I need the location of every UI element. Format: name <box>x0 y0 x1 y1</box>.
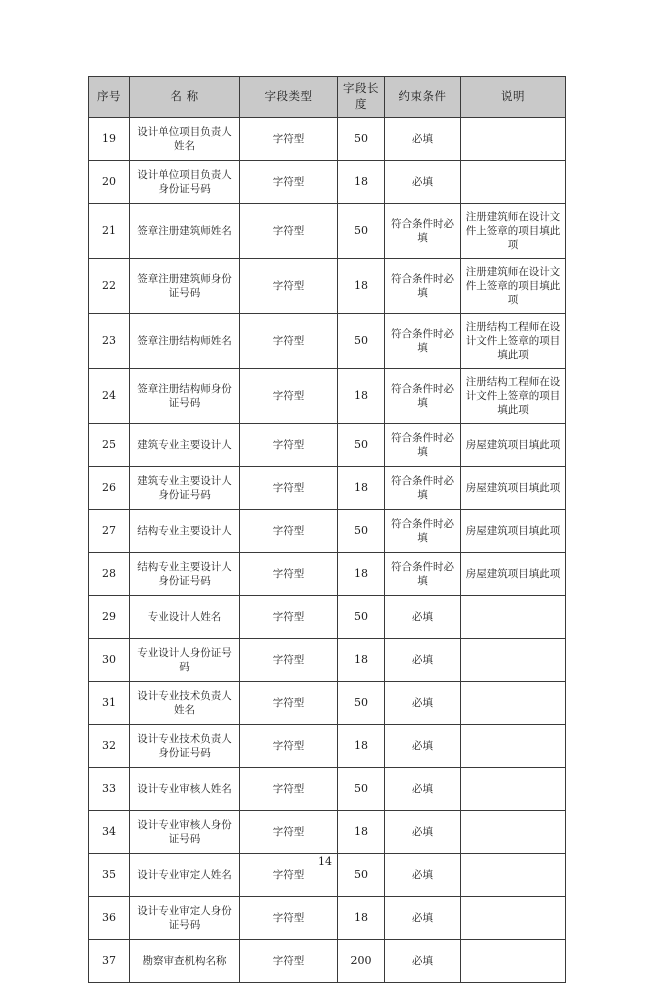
cell-note: 房屋建筑项目填此项 <box>461 424 566 467</box>
table-row <box>89 639 566 682</box>
cell-field-length: 200 <box>338 940 385 983</box>
table-header-row <box>89 77 566 118</box>
cell-field-name: 结构专业主要设计人 <box>130 510 240 553</box>
cell-field-name: 专业设计人姓名 <box>130 596 240 639</box>
cell-field-type: 字符型 <box>240 161 338 204</box>
cell-note: 注册建筑师在设计文件上签章的项目填此项 <box>461 204 566 259</box>
cell-field-type: 字符型 <box>240 811 338 854</box>
cell-constraint: 必填 <box>385 854 461 897</box>
column-header-length: 字段长度 <box>338 77 385 118</box>
cell-field-length: 18 <box>338 553 385 596</box>
cell-constraint: 必填 <box>385 682 461 725</box>
column-header-sequence: 序号 <box>89 77 130 118</box>
cell-sequence: 35 <box>89 854 130 897</box>
cell-sequence: 37 <box>89 940 130 983</box>
cell-constraint: 必填 <box>385 596 461 639</box>
cell-field-length: 18 <box>338 467 385 510</box>
cell-field-length: 18 <box>338 161 385 204</box>
cell-field-length: 50 <box>338 596 385 639</box>
cell-field-name: 勘察审查机构名称 <box>130 940 240 983</box>
cell-constraint: 符合条件时必填 <box>385 553 461 596</box>
page-number: 14 <box>318 855 332 868</box>
cell-field-name: 设计专业技术负责人姓名 <box>130 682 240 725</box>
table-row <box>89 682 566 725</box>
cell-field-type: 字符型 <box>240 553 338 596</box>
cell-constraint: 符合条件时必填 <box>385 510 461 553</box>
cell-sequence: 31 <box>89 682 130 725</box>
cell-constraint: 必填 <box>385 639 461 682</box>
table-row <box>89 369 566 424</box>
cell-field-name: 建筑专业主要设计人身份证号码 <box>130 467 240 510</box>
cell-field-type: 字符型 <box>240 682 338 725</box>
cell-field-type: 字符型 <box>240 768 338 811</box>
cell-field-name: 签章注册建筑师姓名 <box>130 204 240 259</box>
cell-sequence: 22 <box>89 259 130 314</box>
cell-field-type: 字符型 <box>240 467 338 510</box>
cell-note: 注册结构工程师在设计文件上签章的项目填此项 <box>461 314 566 369</box>
cell-sequence: 23 <box>89 314 130 369</box>
cell-sequence: 28 <box>89 553 130 596</box>
cell-field-type: 字符型 <box>240 424 338 467</box>
cell-field-type: 字符型 <box>240 510 338 553</box>
cell-note <box>461 897 566 940</box>
cell-field-type: 字符型 <box>240 259 338 314</box>
cell-field-name: 设计专业审定人姓名 <box>130 854 240 897</box>
cell-field-type: 字符型 <box>240 369 338 424</box>
cell-field-type: 字符型 <box>240 725 338 768</box>
cell-field-name: 专业设计人身份证号码 <box>130 639 240 682</box>
cell-constraint: 符合条件时必填 <box>385 259 461 314</box>
table-row <box>89 424 566 467</box>
cell-note: 房屋建筑项目填此项 <box>461 553 566 596</box>
cell-note <box>461 118 566 161</box>
cell-field-type: 字符型 <box>240 639 338 682</box>
cell-constraint: 必填 <box>385 940 461 983</box>
cell-field-length: 18 <box>338 897 385 940</box>
table-row <box>89 467 566 510</box>
cell-sequence: 24 <box>89 369 130 424</box>
column-header-constraint: 约束条件 <box>385 77 461 118</box>
cell-field-length: 18 <box>338 725 385 768</box>
cell-field-type: 字符型 <box>240 314 338 369</box>
cell-sequence: 32 <box>89 725 130 768</box>
cell-sequence: 36 <box>89 897 130 940</box>
cell-field-length: 50 <box>338 314 385 369</box>
cell-note: 房屋建筑项目填此项 <box>461 467 566 510</box>
cell-sequence: 33 <box>89 768 130 811</box>
cell-field-name: 设计专业审核人身份证号码 <box>130 811 240 854</box>
table-row <box>89 596 566 639</box>
cell-field-length: 18 <box>338 639 385 682</box>
table-row <box>89 161 566 204</box>
cell-field-length: 18 <box>338 369 385 424</box>
cell-field-type: 字符型 <box>240 204 338 259</box>
cell-note <box>461 682 566 725</box>
table-row <box>89 204 566 259</box>
cell-note: 注册建筑师在设计文件上签章的项目填此项 <box>461 259 566 314</box>
cell-field-length: 50 <box>338 204 385 259</box>
cell-sequence: 29 <box>89 596 130 639</box>
cell-note <box>461 811 566 854</box>
cell-field-type: 字符型 <box>240 596 338 639</box>
cell-field-length: 50 <box>338 424 385 467</box>
cell-sequence: 19 <box>89 118 130 161</box>
cell-note <box>461 639 566 682</box>
cell-field-name: 结构专业主要设计人身份证号码 <box>130 553 240 596</box>
column-header-type: 字段类型 <box>240 77 338 118</box>
cell-constraint: 必填 <box>385 768 461 811</box>
cell-sequence: 34 <box>89 811 130 854</box>
cell-constraint: 必填 <box>385 161 461 204</box>
cell-sequence: 21 <box>89 204 130 259</box>
cell-note: 注册结构工程师在设计文件上签章的项目填此项 <box>461 369 566 424</box>
cell-sequence: 26 <box>89 467 130 510</box>
cell-field-length: 50 <box>338 118 385 161</box>
table-row <box>89 259 566 314</box>
cell-field-name: 设计专业审核人姓名 <box>130 768 240 811</box>
cell-constraint: 必填 <box>385 811 461 854</box>
cell-field-name: 设计专业审定人身份证号码 <box>130 897 240 940</box>
table-row <box>89 940 566 983</box>
cell-note <box>461 161 566 204</box>
cell-field-name: 设计专业技术负责人身份证号码 <box>130 725 240 768</box>
table-row <box>89 768 566 811</box>
table-row <box>89 811 566 854</box>
cell-field-name: 设计单位项目负责人姓名 <box>130 118 240 161</box>
cell-field-name: 签章注册结构师身份证号码 <box>130 369 240 424</box>
field-specification-table <box>88 76 566 983</box>
cell-field-length: 50 <box>338 854 385 897</box>
cell-field-length: 50 <box>338 682 385 725</box>
cell-note: 房屋建筑项目填此项 <box>461 510 566 553</box>
cell-constraint: 符合条件时必填 <box>385 467 461 510</box>
cell-note <box>461 596 566 639</box>
table-header <box>89 77 566 118</box>
cell-note <box>461 725 566 768</box>
table-row <box>89 725 566 768</box>
cell-field-type: 字符型 <box>240 940 338 983</box>
cell-constraint: 必填 <box>385 725 461 768</box>
column-header-note: 说明 <box>461 77 566 118</box>
cell-field-length: 50 <box>338 768 385 811</box>
table-body <box>89 118 566 983</box>
cell-constraint: 必填 <box>385 118 461 161</box>
table-row <box>89 553 566 596</box>
table-row <box>89 510 566 553</box>
cell-field-length: 18 <box>338 811 385 854</box>
cell-field-length: 18 <box>338 259 385 314</box>
cell-field-name: 签章注册结构师姓名 <box>130 314 240 369</box>
cell-field-type: 字符型 <box>240 854 338 897</box>
cell-note <box>461 940 566 983</box>
cell-sequence: 20 <box>89 161 130 204</box>
cell-constraint: 必填 <box>385 897 461 940</box>
cell-note <box>461 768 566 811</box>
cell-field-length: 50 <box>338 510 385 553</box>
table-row <box>89 897 566 940</box>
column-header-name: 名 称 <box>130 77 240 118</box>
cell-sequence: 27 <box>89 510 130 553</box>
cell-sequence: 25 <box>89 424 130 467</box>
cell-constraint: 符合条件时必填 <box>385 204 461 259</box>
cell-field-name: 设计单位项目负责人身份证号码 <box>130 161 240 204</box>
cell-sequence: 30 <box>89 639 130 682</box>
table-row <box>89 314 566 369</box>
cell-field-name: 建筑专业主要设计人 <box>130 424 240 467</box>
table-row <box>89 118 566 161</box>
cell-constraint: 符合条件时必填 <box>385 424 461 467</box>
cell-field-type: 字符型 <box>240 118 338 161</box>
cell-field-type: 字符型 <box>240 897 338 940</box>
cell-constraint: 符合条件时必填 <box>385 314 461 369</box>
cell-field-name: 签章注册建筑师身份证号码 <box>130 259 240 314</box>
cell-constraint: 符合条件时必填 <box>385 369 461 424</box>
